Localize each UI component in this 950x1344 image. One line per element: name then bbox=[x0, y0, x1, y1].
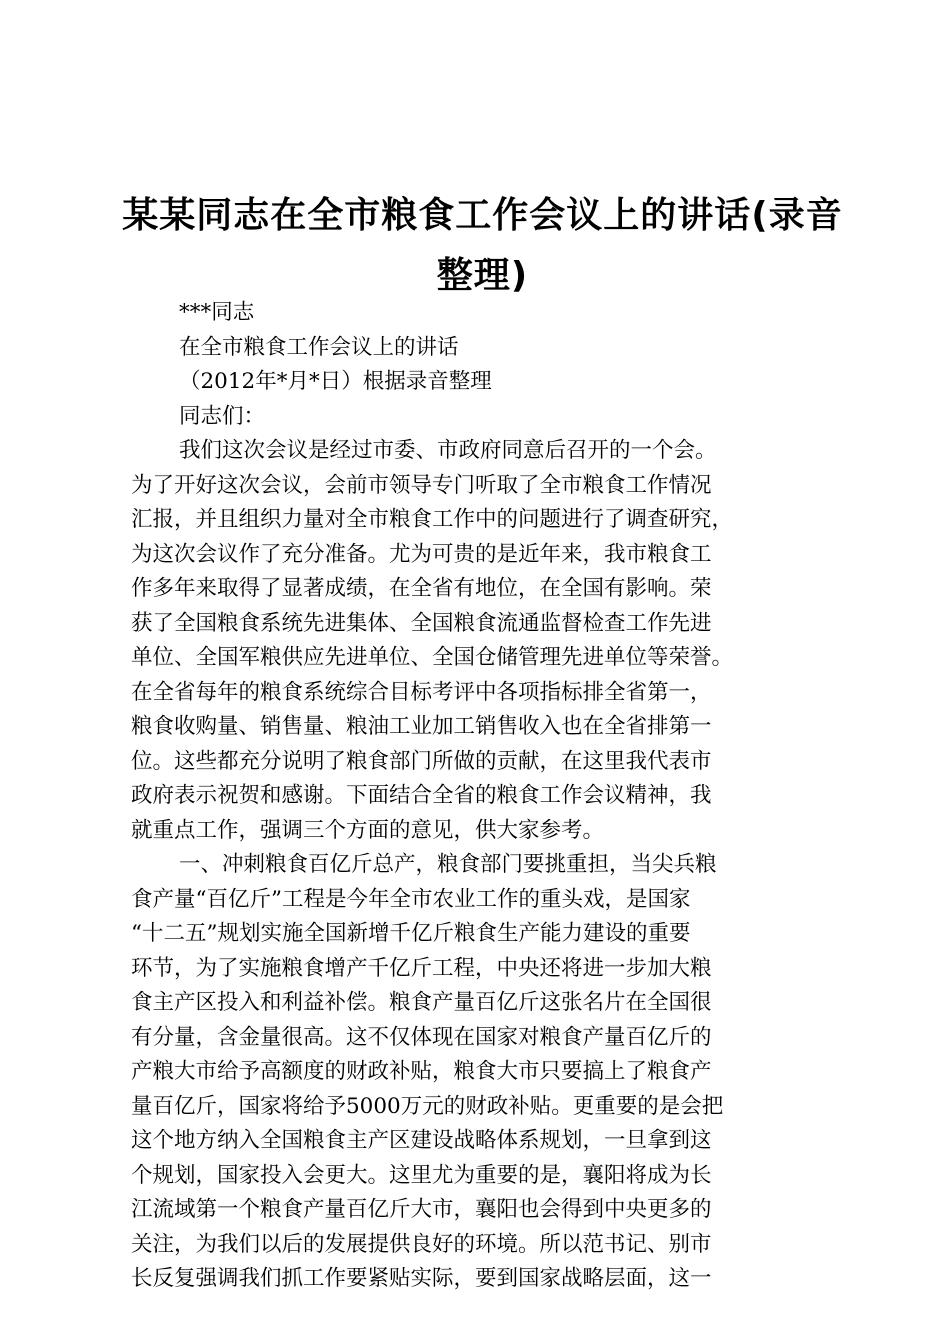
paragraph-line: 政府表示祝贺和感谢。下面结合全省的粮食工作会议精神，我 bbox=[131, 783, 712, 808]
paragraph-line: 江流域第一个粮食产量百亿斤大市，襄阳也会得到中央更多的 bbox=[131, 1197, 712, 1222]
paragraph-line: 个规划，国家投入会更大。这里尤为重要的是，襄阳将成为长 bbox=[131, 1162, 712, 1188]
occasion-line: 在全市粮食工作会议上的讲话 bbox=[179, 334, 459, 360]
title-line-1: 某某同志在全市粮食工作会议上的讲话(录音 bbox=[122, 195, 843, 236]
paragraph-line: 为了开好这次会议，会前市领导专门听取了全市粮食工作情况 bbox=[131, 472, 712, 498]
paragraph-opening bbox=[131, 434, 831, 848]
paragraph-line: 就重点工作，强调三个方面的意见，供大家参考。 bbox=[131, 817, 605, 843]
paragraph-line: 关注，为我们以后的发展提供良好的环境。所以范书记、别市 bbox=[131, 1231, 712, 1257]
paragraph-line: 有分量，含金量很高。这不仅体现在国家对粮食产量百亿斤的 bbox=[131, 1024, 712, 1050]
paragraph-line: 食产量“百亿斤”工程是今年全市农业工作的重头戏，是国家 bbox=[131, 886, 691, 912]
paragraph-line: 一、冲刺粮食百亿斤总产，粮食部门要挑重担，当尖兵粮 bbox=[179, 852, 717, 877]
document-title bbox=[110, 186, 855, 306]
paragraph-line: 为这次会议作了充分准备。尤为可贵的是近年来，我市粮食工 bbox=[131, 541, 712, 567]
paragraph-line: 单位、全国军粮供应先进单位、全国仓储管理先进单位等荣誉。 bbox=[131, 645, 734, 670]
paragraph-line: 环节，为了实施粮食增产千亿斤工程，中央还将进一步加大粮 bbox=[131, 955, 712, 981]
paragraph-line: 汇报，并且组织力量对全市粮食工作中的问题进行了调查研究， bbox=[131, 507, 734, 532]
paragraph-line: 在全省每年的粮食系统综合目标考评中各项指标排全省第一， bbox=[131, 679, 712, 705]
paragraph-line: 获了全国粮食系统先进集体、全国粮食流通监督检查工作先进 bbox=[131, 610, 712, 636]
paragraph-line: 作多年来取得了显著成绩，在全省有地位，在全国有影响。荣 bbox=[131, 576, 712, 601]
title-line-2: 整理) bbox=[436, 255, 529, 296]
paragraph-section-one bbox=[131, 848, 831, 1297]
paragraph-line: 长反复强调我们抓工作要紧贴实际，要到国家战略层面，这一 bbox=[131, 1266, 712, 1291]
document-body bbox=[131, 296, 831, 1297]
salutation-line: 同志们： bbox=[179, 403, 266, 429]
paragraph-line: 这个地方纳入全国粮食主产区建设战略体系规划，一旦拿到这 bbox=[131, 1128, 712, 1153]
paragraph-line: 我们这次会议是经过市委、市政府同意后召开的一个会。 bbox=[179, 438, 717, 463]
paragraph-line: 粮食收购量、销售量、粮油工业加工销售收入也在全省排第一 bbox=[131, 714, 712, 739]
paragraph-line: 位。这些都充分说明了粮食部门所做的贡献，在这里我代表市 bbox=[131, 748, 712, 774]
paragraph-line: 量百亿斤，国家将给予5000万元的财政补贴。更重要的是会把 bbox=[131, 1093, 724, 1119]
date-note-line: （2012年*月*日）根据录音整理 bbox=[179, 369, 492, 394]
speaker-line: ***同志 bbox=[179, 300, 255, 325]
paragraph-line: 产粮大市给予高额度的财政补贴，粮食大市只要搞上了粮食产 bbox=[131, 1059, 712, 1084]
paragraph-line: 食主产区投入和利益补偿。粮食产量百亿斤这张名片在全国很 bbox=[131, 990, 712, 1015]
paragraph-line: “十二五”规划实施全国新增千亿斤粮食生产能力建设的重要 bbox=[131, 921, 691, 946]
